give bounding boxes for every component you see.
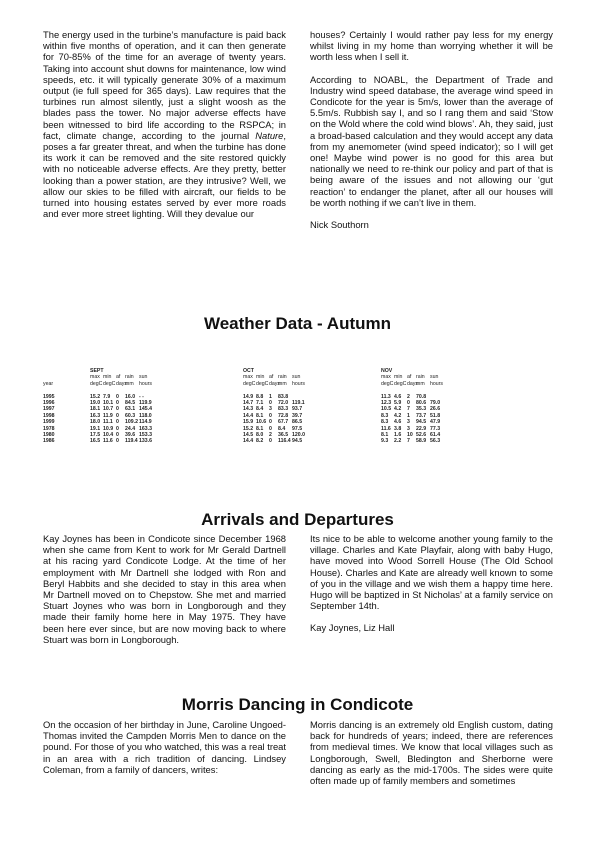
- weather-data-cell: 70.8: [416, 393, 427, 400]
- weather-data-cell: 8.1: [256, 412, 264, 419]
- weather-data-cell: 83.8: [278, 393, 289, 400]
- weather-header-row-bottom: [381, 381, 444, 387]
- weather-year-label: year: [43, 380, 54, 387]
- morris-heading: Morris Dancing in Condicote: [181, 695, 414, 714]
- weather-data-cell: 8.4: [256, 406, 264, 413]
- weather-data-cell: 145.4: [139, 406, 152, 413]
- weather-data-cell: 10.9: [103, 425, 114, 432]
- weather-header-cell: min: [256, 374, 265, 381]
- weather-data-cell: 118.0: [139, 412, 152, 419]
- weather-header-cell: max: [381, 374, 391, 381]
- weather-year-cell: 1986: [43, 438, 55, 445]
- weather-header-cell: hours: [139, 380, 152, 387]
- arrivals-heading: Arrivals and Departures: [201, 510, 394, 529]
- weather-data-cell: 22.9: [416, 425, 427, 432]
- weather-month-group-sept: [90, 368, 153, 445]
- weather-data-cell: 36.5: [278, 431, 289, 438]
- weather-data-cell: 3.8: [394, 425, 402, 432]
- weather-data-cell: 8.8: [256, 393, 264, 400]
- weather-data-cell: 8.3: [381, 412, 389, 419]
- weather-data-cell: 7: [407, 438, 410, 445]
- weather-month-group-oct: [243, 368, 306, 445]
- weather-month-name: SEPT: [90, 368, 104, 374]
- weather-data-cell: 3: [407, 425, 410, 432]
- weather-data-cell: 4.2: [394, 412, 402, 419]
- weather-month-group-nov: [381, 368, 444, 445]
- weather-data-cell: 0: [116, 431, 119, 438]
- weather-data-cell: 153.3: [139, 431, 152, 438]
- weather-data-cell: 97.5: [292, 425, 303, 432]
- weather-data-cell: 77.3: [430, 425, 441, 432]
- weather-data-cell: 72.0: [278, 399, 289, 406]
- arrivals-authors: Kay Joynes, Liz Hall: [310, 622, 395, 634]
- weather-data-cell: 0: [116, 438, 119, 445]
- weather-data-cell: 8.1: [256, 425, 264, 432]
- weather-data-cell: 4.6: [394, 419, 402, 426]
- weather-data-cell: 1.6: [394, 431, 402, 438]
- weather-data-cell: 58.9: [416, 438, 427, 445]
- weather-data-cell: 10.1: [103, 399, 114, 406]
- weather-header-cell: mm: [416, 380, 425, 387]
- weather-data-row: [90, 438, 153, 444]
- weather-header-cell: days: [269, 380, 280, 387]
- weather-month-name: OCT: [243, 368, 254, 374]
- weather-data-cell: 10.6: [256, 419, 267, 426]
- arrivals-paragraph: Its nice to be able to welcome another young family to the village. Charles and Kate Playfair, along with baby Hugo, have moved into Wood Sorrell House (The Old School House). Charles and Kate are already well known to some of you in the village and we wish them a happy time here. Hugo will be baptized in St Nicholas’ at a family service on September 14th.: [310, 533, 553, 612]
- weather-data-cell: 18.0: [90, 419, 101, 426]
- weather-data-cell: 2.2: [394, 438, 402, 445]
- wind-article-right-column: [310, 29, 553, 230]
- weather-data-cell: 11.9: [103, 412, 113, 419]
- morris-paragraph: Morris dancing is an extremely old English custom, dating back for hundreds of years; indeed, there are references from medieval times. We know that local villages such as Longborough, Swell, Bledington and Sherborne were dancing as early as the mid-1700s. The sides were quite often made up of family members and sometimes: [310, 719, 553, 787]
- weather-data-cell: 10.4: [103, 431, 114, 438]
- weather-data-cell: 7: [407, 406, 410, 413]
- weather-header-cell: rain: [125, 374, 134, 381]
- weather-data-cell: 3: [269, 406, 272, 413]
- weather-data-cell: 14.4: [243, 412, 254, 419]
- weather-header-row-bottom: [243, 381, 306, 387]
- weather-header-cell: rain: [278, 374, 287, 381]
- weather-data-cell: 163.3: [139, 425, 152, 432]
- weather-data-cell: 12.3: [381, 399, 392, 406]
- wind-article-paragraph: The energy used in the turbine’s manufacture is paid back within five months of operation, and it can then generate for 70-85% of the time for an average of twenty years. Taking into account shut downs for maintenance, low wind speeds, etc. it will typically generate 30% of a maximum output (ie full speed for 365 days). Law requires that the turbines run almost silently, just a slight woosh as the blades pass the tower. No major adverse effects have been witnessed to bird life according to the RSPCA; in fact, climate change, according to the journal Nature, poses a far greater threat, and when the turbine has done its work it can be removed and the site restored quickly with no noticeable adverse effects. Are they pretty, better looking than a power station, are they intrusive? Well, we allow our skies to be filled with aircraft, our fields to be turned into housing estates served by ever more roads and ever more street lighting. Will they devalue our: [43, 29, 286, 220]
- weather-data-cell: 3: [407, 419, 410, 426]
- weather-data-row: [243, 438, 306, 444]
- weather-data-cell: 16.0: [125, 393, 136, 400]
- weather-data-cell: 8.2: [256, 438, 264, 445]
- weather-data-cell: 14.3: [243, 406, 254, 413]
- weather-data-cell: 9.3: [381, 438, 389, 445]
- weather-year-cell: 1980: [43, 431, 55, 438]
- weather-header-cell: max: [90, 374, 100, 381]
- weather-heading: Weather Data - Autumn: [203, 314, 392, 333]
- weather-data-row: [381, 438, 444, 444]
- weather-data-cell: 5.9: [394, 399, 402, 406]
- weather-data-cell: 79.0: [430, 399, 441, 406]
- weather-data-cell: 47.9: [430, 419, 441, 426]
- weather-year-cell: 1996: [43, 399, 55, 406]
- wind-article-left-column: [43, 29, 286, 219]
- weather-data-cell: 19.1: [90, 425, 101, 432]
- weather-data-cell: 26.6: [430, 406, 441, 413]
- weather-data-cell: 39.6: [125, 431, 136, 438]
- weather-data-cell: 86.5: [292, 419, 303, 426]
- weather-header-cell: mm: [278, 380, 287, 387]
- weather-header-cell: sun: [430, 374, 439, 381]
- weather-data-cell: 0: [269, 425, 272, 432]
- weather-data-cell: 19.0: [90, 399, 101, 406]
- weather-data-cell: 10: [407, 431, 413, 438]
- weather-month-body: [90, 394, 153, 445]
- weather-data-cell: 4.6: [394, 393, 402, 400]
- weather-data-cell: 73.7: [416, 412, 427, 419]
- weather-data-cell: 11.1: [103, 419, 113, 426]
- arrivals-paragraph: Kay Joynes has been in Condicote since December 1968 when she came from Kent to work for Mr Gerald Dartnell at his racing yard Condicote Lodge. At the time of her employment with Mr Dartnell she lodged with Ron and Beryl Habbits and she decided to stay in this area when Mr Dartnell moved on to Chepstow. She met and married Stuart Joynes who was born in Longborough and they made their family home here in May 1975. They have been here ever since, but are now moving back to where Stuart was born in Longborough.: [43, 533, 286, 645]
- weather-data-cell: 84.5: [125, 399, 136, 406]
- weather-data-cell: 109.2: [125, 419, 138, 426]
- weather-data-table: [43, 368, 530, 445]
- weather-header-cell: min: [394, 374, 403, 381]
- weather-data-cell: 119.1: [292, 399, 305, 406]
- weather-header-cell: min: [103, 374, 112, 381]
- weather-data-cell: 15.2: [243, 425, 254, 432]
- weather-data-cell: 16.3: [90, 412, 101, 419]
- weather-month-body: [381, 394, 444, 445]
- weather-data-cell: 10.7: [103, 406, 114, 413]
- weather-header-cell: degC: [381, 380, 394, 387]
- weather-data-cell: 0: [407, 399, 410, 406]
- weather-data-cell: 83.3: [278, 406, 289, 413]
- weather-data-cell: 4.2: [394, 406, 402, 413]
- weather-data-cell: 11.3: [381, 393, 391, 400]
- weather-data-cell: 72.8: [278, 412, 289, 419]
- weather-data-cell: 11.6: [381, 425, 391, 432]
- weather-data-cell: 2: [269, 431, 272, 438]
- weather-data-cell: 119.9: [139, 399, 152, 406]
- weather-data-cell: 133.6: [139, 438, 152, 445]
- weather-data-cell: 11.6: [103, 438, 113, 445]
- morris-right-column: [310, 719, 553, 786]
- weather-header-cell: degC: [394, 380, 407, 387]
- arrivals-right-column: [310, 533, 553, 634]
- weather-header-cell: hours: [292, 380, 305, 387]
- weather-month-body: [243, 394, 306, 445]
- weather-data-cell: 0: [116, 406, 119, 413]
- weather-data-cell: 63.1: [125, 406, 136, 413]
- weather-header-row-bottom: [90, 381, 153, 387]
- weather-data-cell: 24.4: [125, 425, 136, 432]
- weather-data-cell: 1: [269, 393, 272, 400]
- weather-data-cell: 0: [116, 393, 119, 400]
- morris-paragraph: On the occasion of her birthday in June, Caroline Ungoed-Thomas invited the Campden Morris Men to dance on the pound. For those of you who watched, this was a real treat in an area with a rich tradition of dancing. Lindsey Coleman, from a family of dancers, writes:: [43, 719, 286, 775]
- weather-data-cell: 17.5: [90, 431, 101, 438]
- weather-header-cell: mm: [125, 380, 134, 387]
- weather-year-cell: 1995: [43, 393, 55, 400]
- weather-data-cell: 94.5: [416, 419, 427, 426]
- weather-header-cell: af: [407, 374, 412, 381]
- weather-header-cell: days: [116, 380, 127, 387]
- weather-header-cell: degC: [103, 380, 116, 387]
- weather-header-cell: max: [243, 374, 253, 381]
- weather-data-cell: 2: [407, 393, 410, 400]
- weather-data-cell: 93.7: [292, 406, 303, 413]
- weather-data-cell: 120.0: [292, 431, 305, 438]
- weather-data-cell: 8.3: [381, 419, 389, 426]
- weather-data-cell: 8.0: [256, 431, 264, 438]
- weather-data-cell: 0: [116, 425, 119, 432]
- weather-data-cell: 7.1: [256, 399, 264, 406]
- weather-header-cell: degC: [243, 380, 256, 387]
- weather-data-cell: 116.4: [278, 438, 291, 445]
- weather-data-cell: 15.2: [90, 393, 101, 400]
- weather-data-cell: 1: [407, 412, 410, 419]
- weather-year-cell: 1997: [43, 406, 55, 413]
- weather-data-cell: 0: [269, 438, 272, 445]
- weather-data-cell: 14.7: [243, 399, 254, 406]
- weather-header-cell: sun: [139, 374, 148, 381]
- weather-header-cell: degC: [256, 380, 269, 387]
- weather-data-cell: - -: [139, 393, 144, 400]
- weather-data-cell: 51.8: [430, 412, 441, 419]
- weather-header-cell: af: [116, 374, 121, 381]
- weather-header-cell: degC: [90, 380, 103, 387]
- weather-data-cell: 119.4: [125, 438, 138, 445]
- morris-left-column: [43, 719, 286, 775]
- weather-data-cell: 80.6: [416, 399, 427, 406]
- weather-data-cell: 56.3: [430, 438, 441, 445]
- weather-data-cell: 10.5: [381, 406, 392, 413]
- weather-data-cell: 0: [269, 412, 272, 419]
- weather-header-cell: rain: [416, 374, 425, 381]
- weather-data-cell: 16.5: [90, 438, 101, 445]
- weather-data-cell: 0: [269, 399, 272, 406]
- weather-data-cell: 0: [116, 412, 119, 419]
- weather-year-column: [43, 368, 73, 445]
- weather-data-cell: 18.1: [90, 406, 101, 413]
- weather-header-cell: hours: [430, 380, 443, 387]
- wind-article-paragraph: houses? Certainly I would rather pay less for my energy whilst living in my home than worrying whether it will be worth less when I sell it.: [310, 29, 553, 63]
- weather-month-name: NOV: [381, 368, 393, 374]
- weather-data-cell: 8.1: [381, 431, 389, 438]
- weather-data-cell: 0: [269, 419, 272, 426]
- weather-data-cell: 7.9: [103, 393, 111, 400]
- weather-data-cell: 52.6: [416, 431, 427, 438]
- weather-data-cell: 61.4: [430, 431, 441, 438]
- weather-data-cell: 0: [116, 399, 119, 406]
- weather-data-cell: 39.7: [292, 412, 303, 419]
- weather-year-row: [43, 438, 73, 444]
- weather-data-cell: 35.3: [416, 406, 427, 413]
- wind-article-paragraph: According to NOABL, the Department of Trade and Industry wind speed database, the average wind speed in Condicote for the year is 5m/s, lower than the average of 5.5m/s. Rubbish say I, and so I rang them and said ‘Stow on the Wold where the cold wind blows’. Ah, they said, just a broad-based calculation and they would accept any data from my anemometer (wind speed indicator); so I will get one! Maybe wind power is no good for this area but nationally we need to re-think our policy and part of that is being aware of the issues and not allowing our ‘gut reaction’ to endanger the planet, after all our houses will be worth nothing if we can’t live in them.: [310, 73, 553, 208]
- weather-year-cell: 1998: [43, 412, 55, 419]
- weather-data-cell: 94.5: [292, 438, 303, 445]
- weather-year-header-row: [43, 381, 73, 387]
- weather-year-cell: 1999: [43, 419, 55, 426]
- weather-data-cell: 14.9: [243, 393, 254, 400]
- weather-header-cell: days: [407, 380, 418, 387]
- weather-data-cell: 114.9: [139, 419, 152, 426]
- weather-year-cell: 1978: [43, 425, 55, 432]
- weather-data-cell: 15.9: [243, 419, 254, 426]
- journal-title: Nature: [255, 129, 284, 141]
- arrivals-left-column: [43, 533, 286, 645]
- weather-data-cell: 67.7: [278, 419, 289, 426]
- weather-data-cell: 14.5: [243, 431, 254, 438]
- weather-header-cell: af: [269, 374, 274, 381]
- weather-data-cell: 0: [116, 419, 119, 426]
- weather-header-cell: sun: [292, 374, 301, 381]
- weather-data-cell: 8.4: [278, 425, 286, 432]
- wind-article-author: Nick Southorn: [310, 219, 369, 231]
- weather-data-cell: 14.4: [243, 438, 254, 445]
- weather-data-cell: 60.3: [125, 412, 136, 419]
